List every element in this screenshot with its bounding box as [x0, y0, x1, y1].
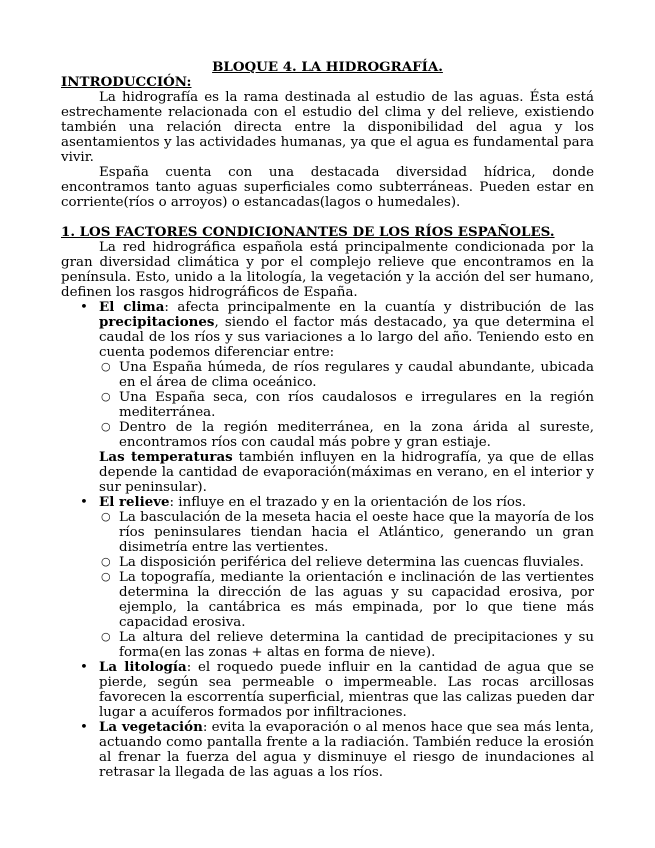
- vegetacion-text: : evita la evaporación o al menos hace que sea más lenta, actuando como pantalla frente a la radiación. También reduce la erosión al frenar la fuerza del agua y disminuye el riesgo de inundaciones al retrasar la llegada de las aguas a los ríos.: [99, 720, 594, 780]
- clima-item-2: Una España seca, con ríos caudalosos e irregulares en la región mediterránea.: [119, 390, 594, 420]
- spacer: [61, 210, 594, 225]
- document-page: [61, 60, 594, 780]
- intro-paragraph-2: España cuenta con una destacada diversidad hídrica, donde encontramos tanto aguas superficiales como subterráneas. Pueden estar en corriente(ríos o arroyos) o estancadas(lagos o humedales).: [61, 165, 594, 210]
- relieve-text: : influye en el trazado y en la orientación de los ríos.: [169, 495, 527, 510]
- litologia-label: La litología: [99, 659, 187, 675]
- vegetacion-label: La vegetación: [99, 719, 203, 735]
- sub-item-relieve: [61, 570, 594, 630]
- clima-text-a: : afecta principalmente en la cuantía y distribución de las: [164, 300, 594, 315]
- clima-item-3: Dentro de la región mediterránea, en la zona árida al sureste, encontramos ríos con caudal más pobre y gran estiaje.: [119, 420, 594, 450]
- circle-bullet-icon: ○: [101, 420, 111, 433]
- relieve-item-2: La disposición periférica del relieve determina las cuencas fluviales.: [119, 555, 584, 570]
- section-1-paragraph: La red hidrográfica española está principalmente condicionada por la gran diversidad climática y por el complejo relieve que encontramos en la península. Esto, unido a la litología, la vegetación y la acción del ser humano, definen los rasgos hidrográficos de España.: [61, 240, 594, 300]
- sub-item-clima: [61, 420, 594, 450]
- sub-item-clima: [61, 390, 594, 420]
- circle-bullet-icon: ○: [101, 390, 111, 403]
- clima-label: El clima: [99, 299, 165, 315]
- litologia-text: : el roquedo puede influir en la cantidad de agua que se pierde, según sea permeable o impermeable. Las rocas arcillosas favorecen la escorrentía superficial, mientras que las calizas pueden dar lugar a acuíferos formados por infiltraciones.: [99, 660, 594, 720]
- sub-item-relieve: [61, 555, 594, 570]
- document-title: BLOQUE 4. LA HIDROGRAFÍA.: [212, 59, 443, 75]
- bullet-litologia: [61, 660, 594, 720]
- sub-item-clima: [61, 360, 594, 390]
- section-1-heading: 1. LOS FACTORES CONDICIONANTES DE LOS RÍOS ESPAÑOLES.: [61, 224, 555, 240]
- bullet-clima: [61, 300, 594, 360]
- circle-bullet-icon: ○: [101, 570, 111, 583]
- bullet-icon: •: [80, 495, 88, 510]
- bullet-vegetacion: [61, 720, 594, 780]
- temperaturas-label: Las temperaturas: [99, 449, 233, 465]
- circle-bullet-icon: ○: [101, 555, 111, 568]
- intro-paragraph-1: La hidrografía es la rama destinada al estudio de las aguas. Ésta está estrechamente relacionada con el estudio del clima y del relieve, existiendo también una relación directa entre la disponibilidad del agua y los asentamientos y las actividades humanas, ya que el agua es fundamental para vivir.: [61, 90, 594, 165]
- sub-item-relieve: [61, 630, 594, 660]
- clima-item-1: Una España húmeda, de ríos regulares y caudal abundante, ubicada en el área de clima oceánico.: [119, 360, 594, 390]
- circle-bullet-icon: ○: [101, 630, 111, 643]
- relieve-item-3: La topografía, mediante la orientación e inclinación de las vertientes determina la dirección de las aguas y su capacidad erosiva, por ejemplo, la cantábrica es más empinada, por lo que tiene más capacidad erosiva.: [119, 570, 594, 630]
- clima-bold-word: precipitaciones: [99, 314, 215, 330]
- sub-item-relieve: [61, 510, 594, 555]
- intro-heading: INTRODUCCIÓN:: [61, 74, 192, 90]
- temperaturas-paragraph: [61, 450, 594, 495]
- clima-text-b: , siendo el factor más destacado, ya que determina el caudal de los ríos y sus variaciones a lo largo del año. Teniendo esto en cuenta podemos diferenciar entre:: [99, 315, 594, 360]
- relieve-label: El relieve: [99, 494, 170, 510]
- relieve-item-4: La altura del relieve determina la cantidad de precipitaciones y su forma(en las zonas + altas en forma de nieve).: [119, 630, 594, 660]
- relieve-item-1: La basculación de la meseta hacia el oeste hace que la mayoría de los ríos peninsulares tiendan hacia el Atlántico, generando un gran disimetría entre las vertientes.: [119, 510, 594, 555]
- circle-bullet-icon: ○: [101, 510, 111, 523]
- bullet-icon: •: [80, 720, 88, 735]
- temperaturas-text: también influyen en la hidrografía, ya que de ellas depende la cantidad de evaporación(máximas en verano, en el interior y sur peninsular).: [99, 450, 594, 495]
- bullet-relieve: [61, 495, 594, 510]
- circle-bullet-icon: ○: [101, 360, 111, 373]
- bullet-icon: •: [80, 300, 88, 315]
- bullet-icon: •: [80, 660, 88, 675]
